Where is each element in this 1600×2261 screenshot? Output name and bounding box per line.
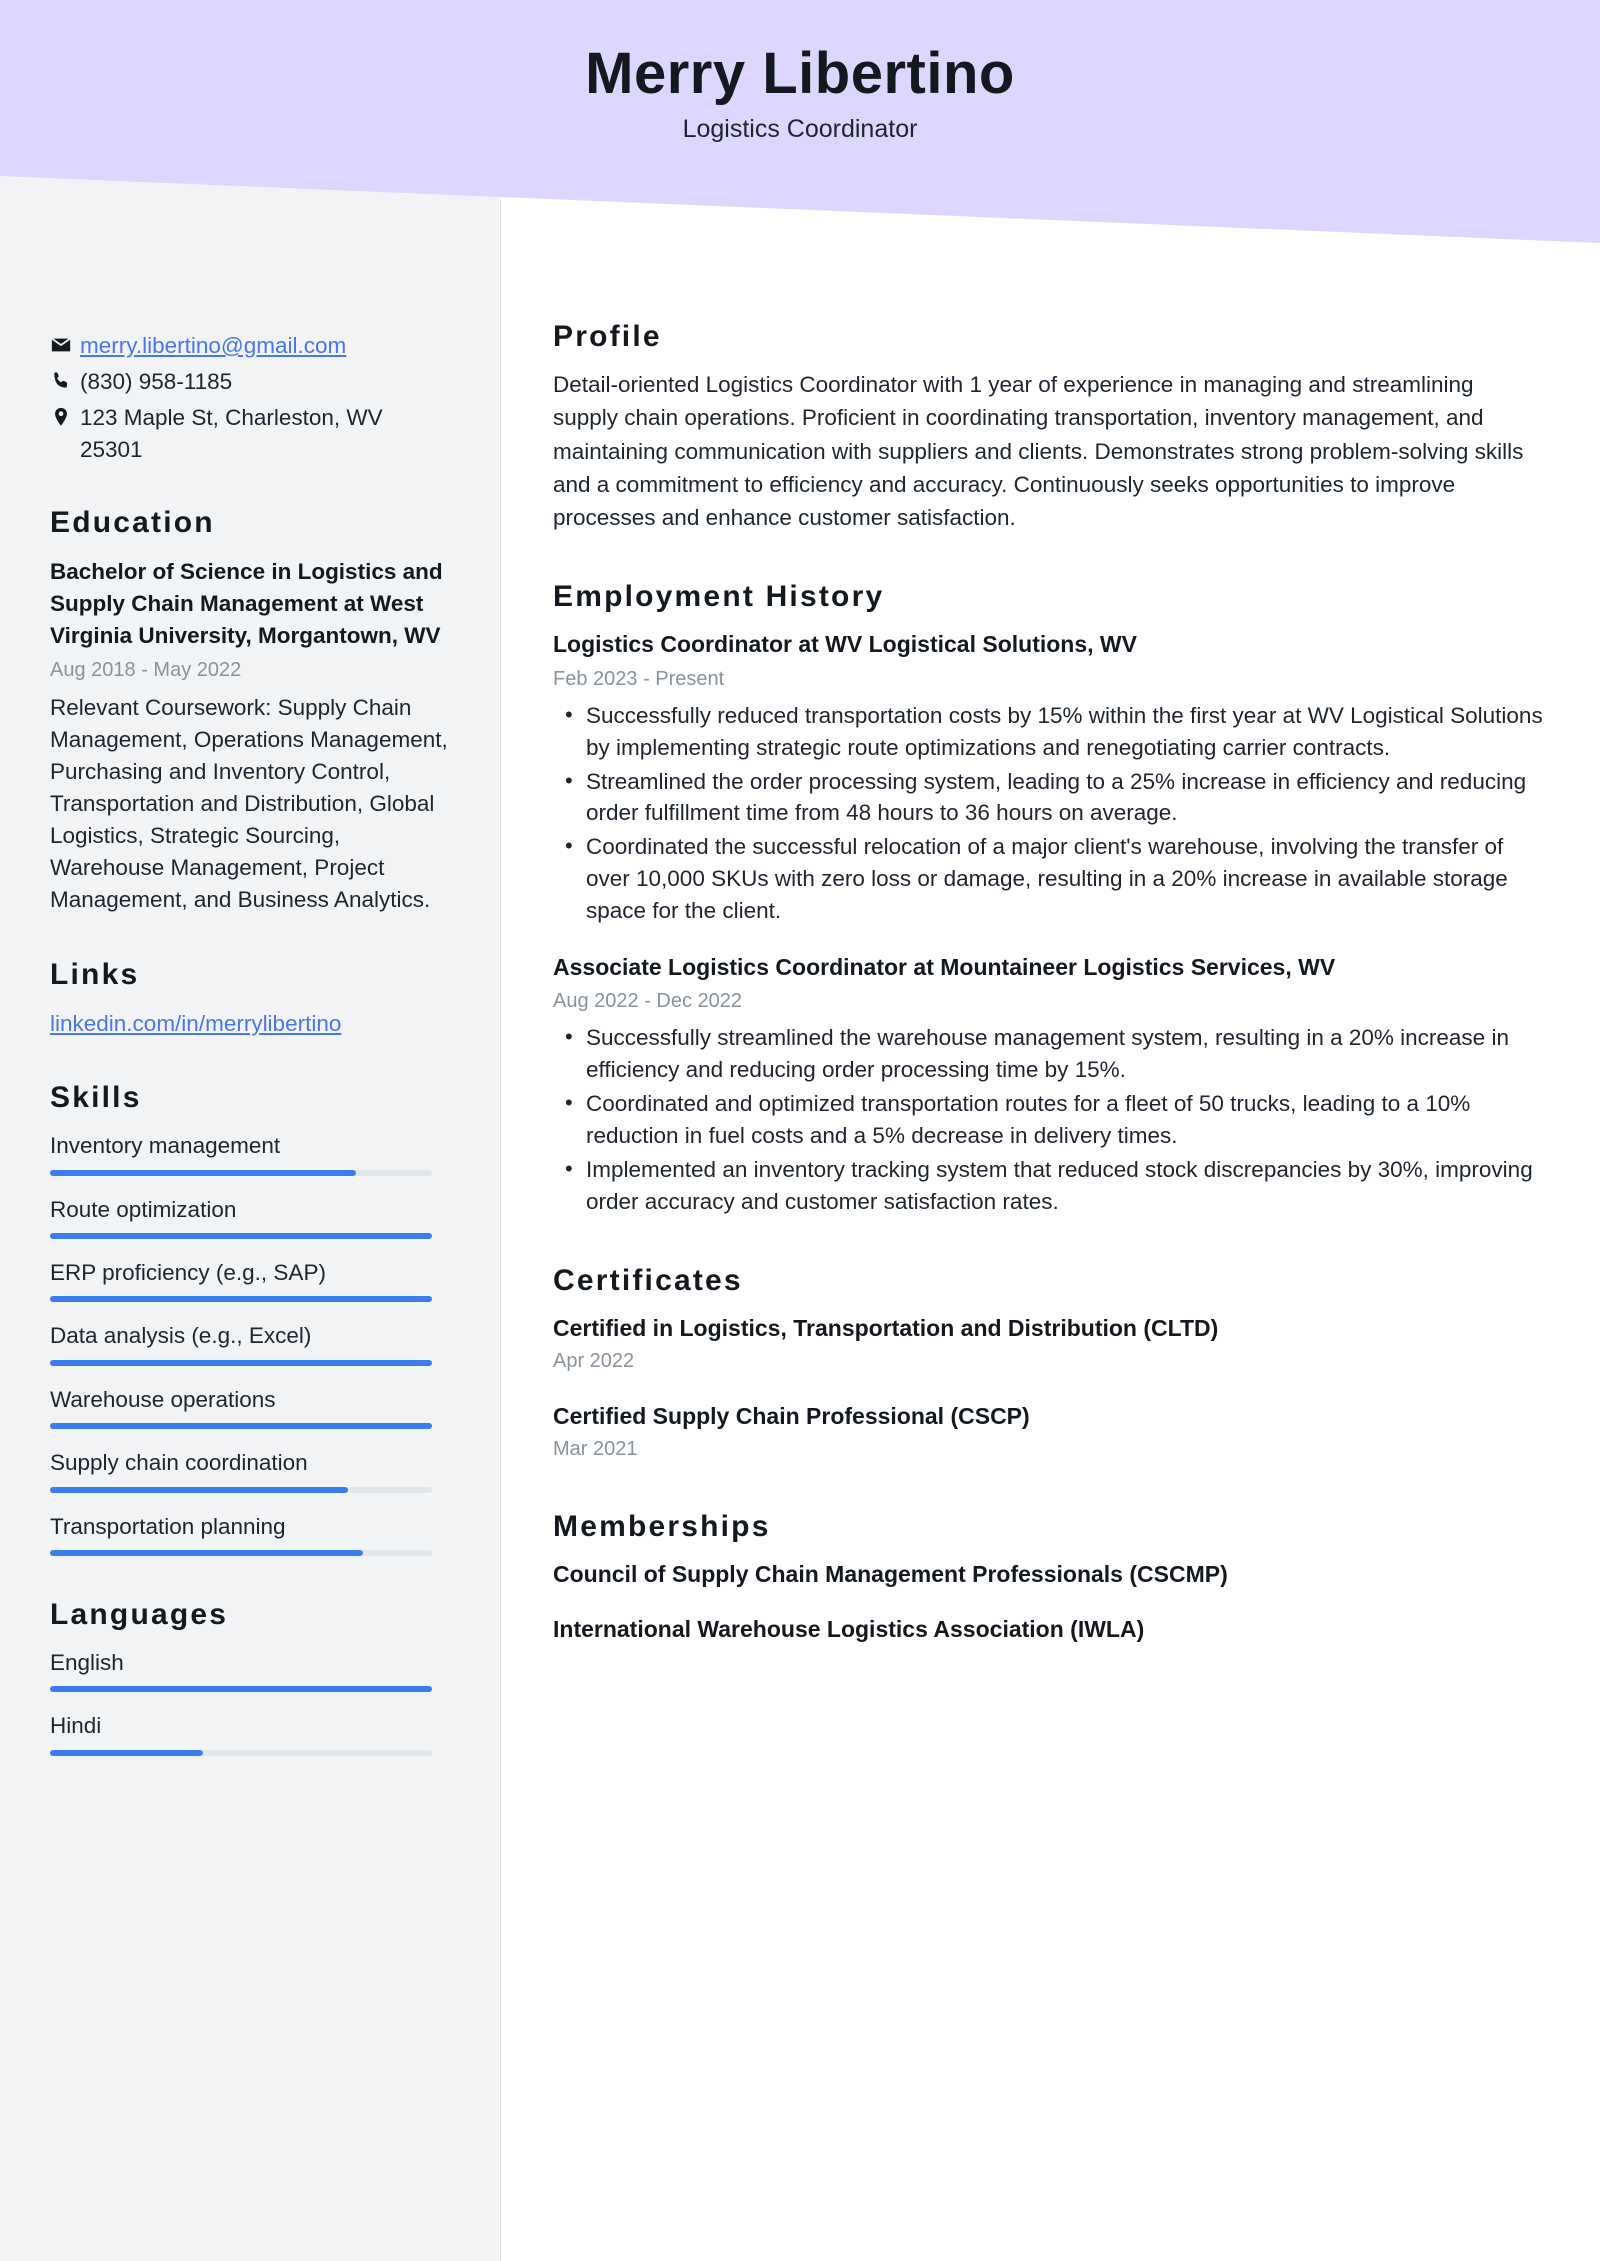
skill-level-fill <box>50 1360 432 1366</box>
header-text-block <box>0 0 1600 144</box>
links-heading: Links <box>50 957 140 991</box>
profile-text: Detail-oriented Logistics Coordinator with 1 year of experience in managing and streamlining supply chain operations. Proficient in coordinating transportation, inventory management, and maintaining communication with suppliers and clients. Demonstrates strong problem-solving skills and a commitment to efficiency and accuracy. Continuously seeks opportunities to improve processes and enhance customer satisfaction. <box>553 372 1524 531</box>
email-link[interactable]: merry.libertino@gmail.com <box>80 333 347 358</box>
language-item <box>50 1648 450 1692</box>
skill-item <box>50 1195 450 1239</box>
skills-section <box>50 1081 450 1556</box>
skill-level-fill <box>50 1487 348 1493</box>
job-bullet: • Coordinated and optimized transportation routes for a fleet of 50 trucks, leading to a 10% reduction in fuel costs and a 5% decrease in delivery times. <box>553 1088 1543 1152</box>
skill-level-track <box>50 1233 432 1239</box>
membership-title: Council of Supply Chain Management Professionals (CSCMP) <box>553 1561 1228 1588</box>
education-entry <box>50 556 450 916</box>
language-label: Hindi <box>50 1713 102 1739</box>
skills-heading: Skills <box>50 1081 142 1115</box>
job-title: Associate Logistics Coordinator at Mountaineer Logistics Services, WV <box>553 954 1336 981</box>
memberships-section <box>553 1510 1543 1644</box>
email-value <box>80 330 450 362</box>
job-bullet: • Streamlined the order processing system, leading to a 25% increase in efficiency and reducing order fulfillment time from 48 hours to 36 hours on average. <box>553 766 1543 830</box>
links-section <box>50 958 450 1040</box>
skills-list <box>50 1131 450 1556</box>
languages-heading: Languages <box>50 1597 229 1631</box>
education-section <box>50 506 450 916</box>
job-title-subtitle: Logistics Coordinator <box>682 114 918 143</box>
page-title: Merry Libertino <box>585 41 1015 106</box>
languages-section <box>50 1598 450 1756</box>
column-divider <box>500 200 501 2261</box>
skill-item <box>50 1448 450 1492</box>
certificates-section <box>553 1264 1543 1464</box>
linkedin-link[interactable]: linkedin.com/in/merrylibertino <box>50 1010 342 1036</box>
job-bullet: • Coordinated the successful relocation of a major client's warehouse, involving the transfer of over 10,000 SKUs with zero loss or damage, resulting in a 20% increase in available storage space for the client. <box>553 831 1543 927</box>
language-level-track <box>50 1750 432 1756</box>
memberships-heading: Memberships <box>553 1510 771 1544</box>
contact-email-row <box>50 330 450 362</box>
envelope-icon <box>50 330 80 356</box>
address-value: 123 Maple St, Charleston, WV 25301 <box>80 404 383 462</box>
skill-level-track <box>50 1170 432 1176</box>
skill-item <box>50 1385 450 1429</box>
certificate-date: Apr 2022 <box>553 1350 635 1373</box>
certificates-list <box>553 1312 1543 1464</box>
main-content <box>553 320 1543 1645</box>
job-bullet-list <box>553 1022 1543 1218</box>
languages-list <box>50 1648 450 1756</box>
skill-level-track <box>50 1487 432 1493</box>
job-date: Aug 2022 - Dec 2022 <box>553 990 743 1013</box>
employment-section <box>553 580 1543 1218</box>
skill-label: ERP proficiency (e.g., SAP) <box>50 1260 326 1286</box>
employment-list <box>553 628 1543 1218</box>
phone-value: (830) 958-1185 <box>80 368 233 394</box>
skill-label: Data analysis (e.g., Excel) <box>50 1323 312 1349</box>
map-pin-icon <box>50 402 80 428</box>
job-bullet: • Successfully streamlined the warehouse management system, resulting in a 20% increase in efficiency and reducing order processing time by 15%. <box>553 1022 1543 1086</box>
skill-level-fill <box>50 1170 356 1176</box>
job-bullet: • Successfully reduced transportation costs by 15% within the first year at WV Logistical Solutions by implementing strategic route optimizations and renegotiating carrier contracts. <box>553 700 1543 764</box>
skill-level-fill <box>50 1423 432 1429</box>
skill-item <box>50 1258 450 1302</box>
language-level-fill <box>50 1750 203 1756</box>
certificate-date: Mar 2021 <box>553 1438 638 1461</box>
skill-label: Route optimization <box>50 1196 237 1222</box>
skill-level-fill <box>50 1233 432 1239</box>
certificates-heading: Certificates <box>553 1264 743 1298</box>
education-heading: Education <box>50 505 215 539</box>
contact-block <box>50 330 450 466</box>
skill-level-track <box>50 1550 432 1556</box>
skill-label: Inventory management <box>50 1133 281 1159</box>
skill-level-track <box>50 1423 432 1429</box>
skill-label: Supply chain coordination <box>50 1450 308 1476</box>
skill-level-fill <box>50 1296 432 1302</box>
skill-item <box>50 1321 450 1365</box>
skill-label: Warehouse operations <box>50 1386 276 1412</box>
skill-item <box>50 1131 450 1175</box>
skill-level-track <box>50 1296 432 1302</box>
profile-heading: Profile <box>553 320 662 353</box>
skill-item <box>50 1512 450 1556</box>
language-item <box>50 1711 450 1755</box>
contact-phone-row <box>50 366 450 398</box>
job-title: Logistics Coordinator at WV Logistical Solutions, WV <box>553 631 1137 658</box>
link-item <box>50 1008 450 1040</box>
memberships-list <box>553 1558 1543 1644</box>
job-bullet: • Implemented an inventory tracking system that reduced stock discrepancies by 30%, improving order accuracy and customer satisfaction rates. <box>553 1154 1543 1218</box>
certificate-title: Certified Supply Chain Professional (CSCP) <box>553 1403 1030 1430</box>
education-coursework: Relevant Coursework: Supply Chain Management, Operations Management, Purchasing and Inventory Control, Transportation and Distribution, Global Logistics, Strategic Sourcing, Warehouse Management, Project Management, and Business Analytics. <box>50 695 448 912</box>
language-level-fill <box>50 1686 432 1692</box>
language-level-track <box>50 1686 432 1692</box>
employment-heading: Employment History <box>553 580 885 614</box>
job-date: Feb 2023 - Present <box>553 667 725 690</box>
contact-address-row <box>50 402 450 466</box>
membership-title: International Warehouse Logistics Association (IWLA) <box>553 1615 1145 1642</box>
skill-label: Transportation planning <box>50 1513 286 1539</box>
profile-section <box>553 320 1543 534</box>
phone-icon <box>50 366 80 392</box>
education-title: Bachelor of Science in Logistics and Supply Chain Management at West Virginia University, Morgantown, WV <box>50 558 443 649</box>
skill-level-track <box>50 1360 432 1366</box>
job-bullet-list <box>553 700 1543 928</box>
skill-level-fill <box>50 1550 363 1556</box>
certificate-title: Certified in Logistics, Transportation and Distribution (CLTD) <box>553 1315 1219 1342</box>
language-label: English <box>50 1649 124 1675</box>
education-date: Aug 2018 - May 2022 <box>50 659 242 682</box>
sidebar-content <box>50 330 450 1775</box>
